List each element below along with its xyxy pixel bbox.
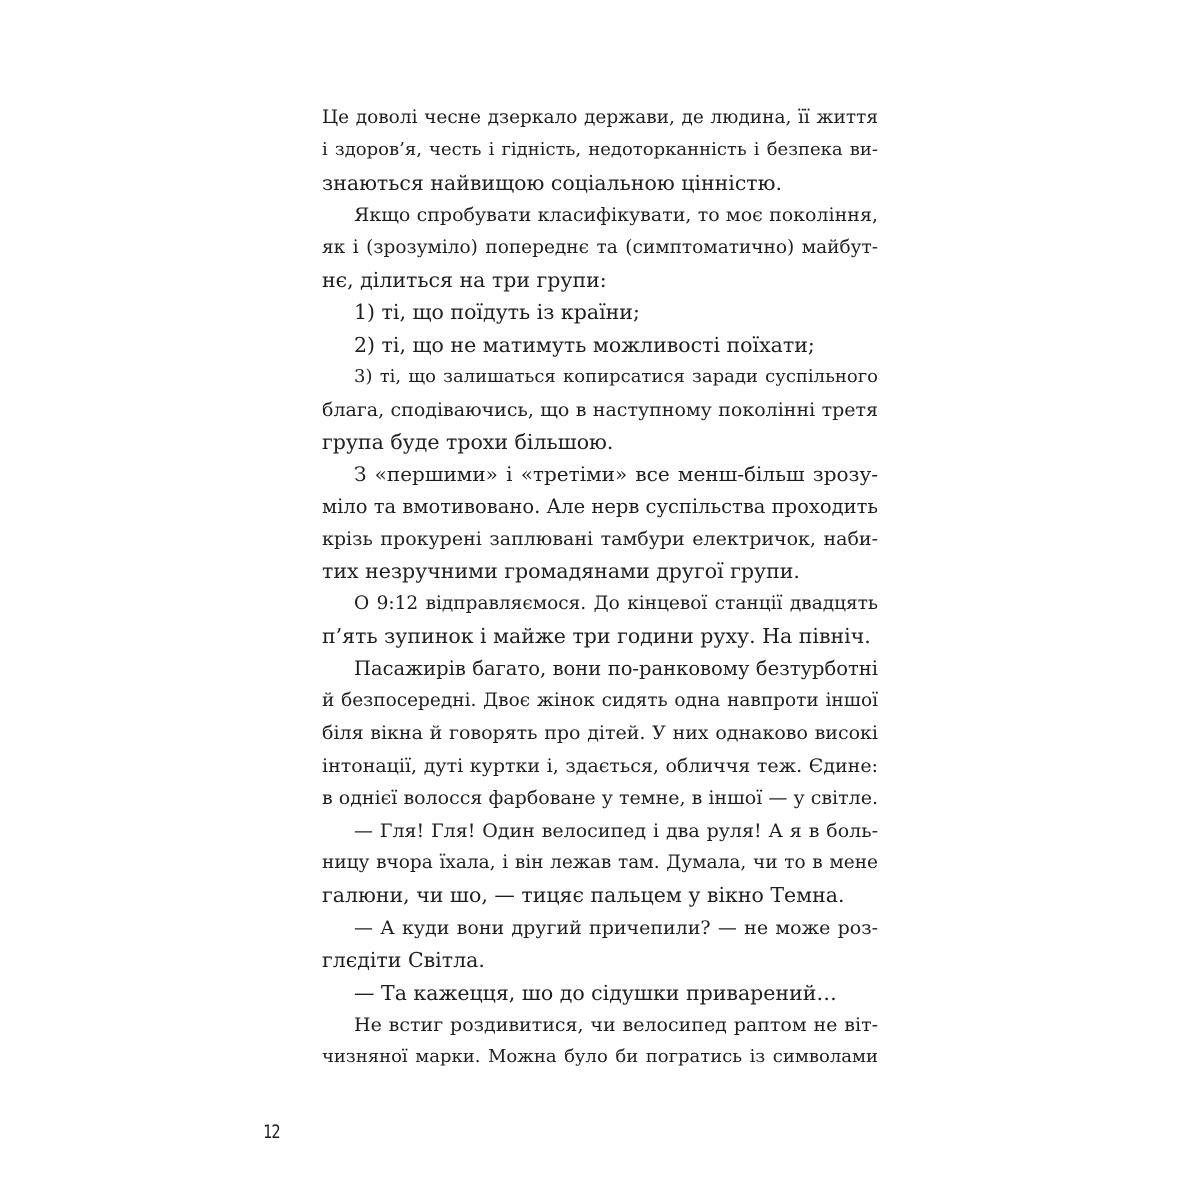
text-line: і здоров’я, честь і гідність, недоторканність і безпека ви- [322,139,878,161]
text-line: Якщо спробувати класифікувати, то моє покоління, [354,204,878,227]
text-line: чизняної марки. Можна було би погратись із символами [322,1046,878,1068]
dialogue-line: — А куди вони другий причепили? — не може роз- [354,916,878,939]
text-line: група буде трохи більшою. [322,429,614,454]
list-item: 3) ті, що залишаться копирсатися заради суспільного [354,366,878,388]
text-line: З «першими» і «третіми» все менш-більш зрозу- [354,462,878,487]
text-line: О 9:12 відправляємося. До кінцевої станції двадцять [354,592,878,614]
text-line: крізь прокурені заплювані тамбури електричок, наби- [322,528,878,551]
text-line: тих незручними громадянами другої групи. [322,559,800,584]
list-item: 2) ті, що не матимуть можливості поїхати; [354,332,815,357]
text-line: як і (зрозуміло) попереднє та (симптоматично) майбут- [322,236,878,258]
text-line: нє, ділиться на три групи: [322,267,607,292]
text-line: блага, сподіваючись, що в наступному поколінні третя [322,398,878,421]
text-line: міло та вмотивовано. Але нерв суспільства проходить [322,494,878,518]
text-line: біля вікна й говорять про дітей. У них однаково високі [322,722,878,745]
list-item: 1) ті, що поїдуть із країни; [354,300,640,325]
dialogue-line: глєдіти Світла. [322,948,485,973]
body-text [322,102,878,1074]
text-line: й безпосередні. Двоє жінок сидять одна навпроти іншої [322,690,878,712]
dialogue-line: ницу вчора їхала, і він лежав там. Думала, чи то в мене [322,851,878,873]
text-line: знаються найвищою соціальною цінністю. [322,170,783,195]
text-line: Це доволі чесне дзеркало держави, де людина, її життя [322,107,878,128]
text-line: інтонації, дуті куртки і, здається, обличчя теж. Єдине: [322,754,878,777]
dialogue-line: галюни, чи шо, — тицяє пальцем у вікно Темна. [322,883,845,908]
dialogue-line: — Гля! Гля! Один велосипед і два руля! А я в боль- [354,819,878,842]
page-number: 12 [263,1121,280,1143]
dialogue-line: — Та кажецця, шо до сідушки приварений… [354,980,837,1005]
text-line: п’ять зупинок і майже три години руху. На північ. [322,624,871,649]
text-line: Не встиг роздивитися, чи велосипед раптом не віт- [354,1013,878,1036]
text-line: в однієї волосся фарбоване у темне, в іншої — у світле. [322,787,878,810]
text-line: Пасажирів багато, вони по-ранковому безтурботні [354,656,878,680]
